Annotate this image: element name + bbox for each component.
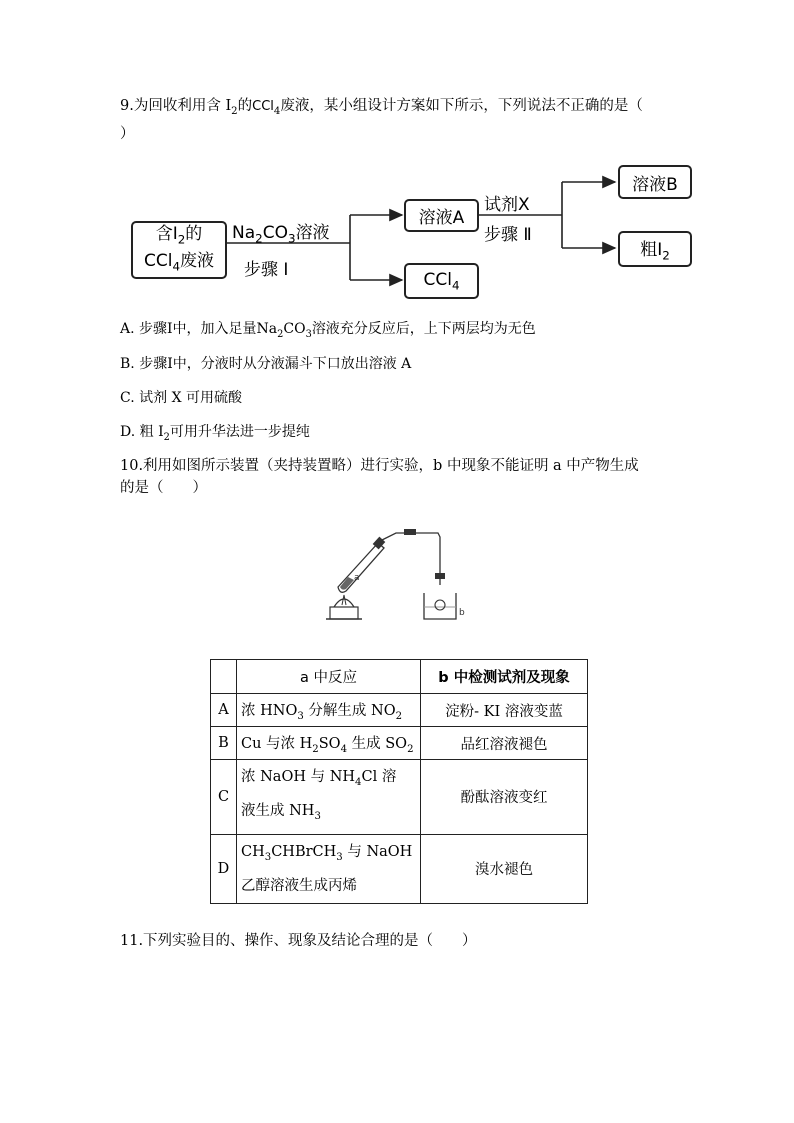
- q9-option-d: D. 粗 $I_2$可用升华法进一步提纯: [120, 424, 310, 443]
- q9-option-b: B. 步骤Ⅰ中，分液时从分液漏斗下口放出溶液 A: [120, 356, 412, 372]
- flow-step1-label: 步骤 Ⅰ: [244, 260, 289, 280]
- label-a: a: [354, 573, 360, 583]
- q9-option-c: C. 试剂 X 可用硫酸: [120, 390, 242, 406]
- q10-stem: 10.利用如图所示装置（夹持装置略）进行实验，b 中现象不能证明 a 中产物生成 的是（ ）: [120, 458, 639, 496]
- table-row: [211, 760, 588, 835]
- q11-stem: 11.下列实验目的、操作、现象及结论合理的是（ ）: [120, 933, 477, 949]
- row-reaction: 浓 NaOH 与 $NH_4Cl$ 溶 液生成 $NH_3$: [237, 760, 421, 835]
- label-b: b: [459, 608, 465, 618]
- header-blank-cell: [211, 660, 237, 694]
- row-detection: 酚酞溶液变红: [421, 760, 588, 835]
- q9-option-a: A. 步骤Ⅰ中，加入足量$Na_2CO_3$溶液充分反应后，上下两层均为无色: [120, 321, 536, 340]
- flow-arrows: [0, 0, 794, 320]
- table-row: [211, 834, 588, 903]
- row-letter: B: [211, 727, 237, 760]
- flow-step2-label: 步骤 Ⅱ: [484, 225, 532, 245]
- flow-reagent-x-label: 试剂X: [484, 195, 530, 215]
- row-letter: A: [211, 694, 237, 727]
- header-a-reaction: a 中反应: [237, 660, 421, 694]
- flow-solution-a-box: 溶液A: [404, 199, 479, 232]
- q9-stem: 9.为回收利用含 $I_2$的CCl$_4$废液，某小组设计方案如下所示，下列说法不正确的是（ ）: [120, 98, 643, 142]
- row-detection: 品红溶液褪色: [421, 727, 588, 760]
- row-reaction: 浓 $HNO_3$ 分解生成 $NO_2$: [237, 694, 421, 727]
- row-letter: C: [211, 760, 237, 835]
- flow-reagent1-label: $Na_2CO_3$溶液: [232, 223, 330, 246]
- table-header-row: [211, 660, 588, 694]
- table-row: [211, 727, 588, 760]
- q10-options-table: [210, 659, 588, 904]
- row-detection: 溴水褪色: [421, 834, 588, 903]
- header-b-detection: b 中检测试剂及现象: [421, 660, 588, 694]
- row-reaction: $CH_3CHBrCH_3$ 与 NaOH 乙醇溶液生成丙烯: [237, 834, 421, 903]
- table-row: [211, 694, 588, 727]
- row-detection: 淀粉- KI 溶液变蓝: [421, 694, 588, 727]
- row-reaction: Cu 与浓 $H_2SO_4$ 生成 $SO_2$: [237, 727, 421, 760]
- flow-ccl4-box: CCl$_4$: [404, 263, 479, 299]
- flow-solution-b-box: 溶液B: [618, 165, 692, 199]
- row-letter: D: [211, 834, 237, 903]
- q10-apparatus-illustration: [320, 525, 470, 625]
- flow-crude-i2-box: 粗$I_2$: [618, 231, 692, 267]
- flow-start-box: 含$I_2$的 CCl$_4$废液: [131, 221, 227, 279]
